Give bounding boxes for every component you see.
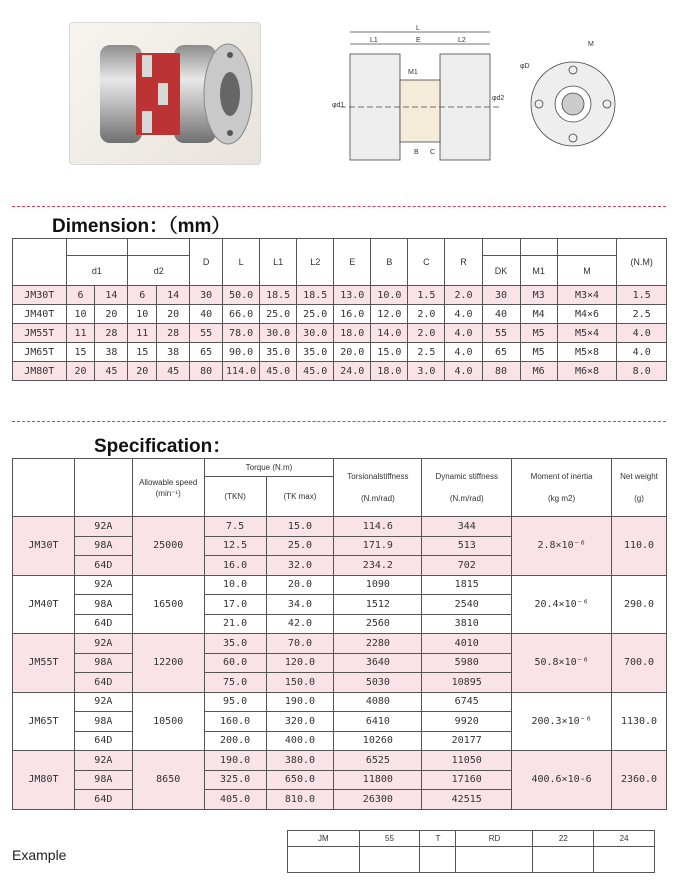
dimension-cell: 30.0 <box>260 324 297 343</box>
dim-label-C: C <box>430 149 436 156</box>
tkn-cell: 405.0 <box>204 790 266 810</box>
dimension-cell: 3.0 <box>408 362 445 381</box>
torsional-cell: 4080 <box>334 692 422 712</box>
hdr-B: B <box>371 239 408 286</box>
torsional-cell: 11800 <box>334 770 422 790</box>
hardness-cell: 98A <box>74 712 132 732</box>
hdr-L2: L2 <box>297 239 334 286</box>
dimension-cell: 80 <box>190 362 223 381</box>
dimension-cell: 15.0 <box>371 343 408 362</box>
hdr-torque: Torque (N.m) <box>204 459 334 477</box>
hdr-torsional: Torsionalstiffness (N.m/rad) <box>334 459 422 517</box>
dimension-cell: 45.0 <box>297 362 334 381</box>
tkmax-cell: 400.0 <box>266 731 334 751</box>
dimension-cell: 90.0 <box>223 343 260 362</box>
example-code-cell: JM <box>288 831 360 847</box>
hdr-inertia: Moment of inertia (kg m2) <box>512 459 612 517</box>
hdr-M1: M1 <box>520 256 557 286</box>
dimension-cell: 4.0 <box>445 324 482 343</box>
dynamic-cell: 4010 <box>422 634 512 654</box>
dynamic-cell: 9920 <box>422 712 512 732</box>
speed-cell: 10500 <box>132 692 204 751</box>
dimension-cell: 20 <box>95 305 128 324</box>
tkn-cell: 21.0 <box>204 614 266 634</box>
torsional-cell: 6525 <box>334 751 422 771</box>
spec-model-cell: JM55T <box>13 634 75 693</box>
divider-top <box>12 206 666 207</box>
spec-row <box>13 692 667 712</box>
speed-cell: 16500 <box>132 575 204 634</box>
inertia-cell: 50.8×10⁻⁶ <box>512 634 612 693</box>
dimension-cell: 2.5 <box>408 343 445 362</box>
hardness-cell: 92A <box>74 634 132 654</box>
dimension-cell: 20 <box>157 305 190 324</box>
weight-cell: 110.0 <box>612 517 667 576</box>
dynamic-cell: 5980 <box>422 653 512 673</box>
dynamic-cell: 702 <box>422 556 512 576</box>
hdr-speed: Allowable speed (min⁻¹) <box>132 459 204 517</box>
example-blank-cell <box>288 847 360 873</box>
dimension-cell: 45.0 <box>260 362 297 381</box>
dimension-cell: M6×8 <box>557 362 617 381</box>
hdr-D: D <box>190 239 223 286</box>
hardness-cell: 98A <box>74 770 132 790</box>
dimension-row <box>13 286 667 305</box>
tkmax-cell: 34.0 <box>266 595 334 615</box>
dimension-cell: 28 <box>95 324 128 343</box>
dimension-cell: 14.0 <box>371 324 408 343</box>
dynamic-cell: 20177 <box>422 731 512 751</box>
dimension-cell: 11 <box>128 324 157 343</box>
dimension-cell: M3×4 <box>557 286 617 305</box>
torsional-cell: 10260 <box>334 731 422 751</box>
hdr-DK: DK <box>482 256 520 286</box>
dim-label-L: L <box>416 25 420 32</box>
weight-cell: 700.0 <box>612 634 667 693</box>
dynamic-cell: 10895 <box>422 673 512 693</box>
coupling-image <box>70 23 261 165</box>
torsional-cell: 1090 <box>334 575 422 595</box>
hdr-L1: L1 <box>260 239 297 286</box>
tkn-cell: 160.0 <box>204 712 266 732</box>
dimension-cell: 20 <box>128 362 157 381</box>
hardness-cell: 92A <box>74 751 132 771</box>
dimension-cell: 2.0 <box>408 324 445 343</box>
tkn-cell: 10.0 <box>204 575 266 595</box>
dimension-cell: 55 <box>482 324 520 343</box>
dimension-cell: 8.0 <box>617 362 667 381</box>
hardness-cell: 64D <box>74 614 132 634</box>
dynamic-cell: 344 <box>422 517 512 537</box>
dimension-cell: 4.0 <box>617 324 667 343</box>
example-code-cell: 22 <box>533 831 594 847</box>
tkmax-cell: 810.0 <box>266 790 334 810</box>
hardness-cell: 64D <box>74 673 132 693</box>
dimension-cell: 55 <box>190 324 223 343</box>
model-cell: JM65T <box>13 343 67 362</box>
dimension-cell: 35.0 <box>297 343 334 362</box>
specification-title: Specification： <box>94 436 232 457</box>
spec-row <box>13 634 667 654</box>
tkn-cell: 7.5 <box>204 517 266 537</box>
spec-model-cell: JM80T <box>13 751 75 810</box>
weight-cell: 1130.0 <box>612 692 667 751</box>
dimension-cell: 15 <box>128 343 157 362</box>
model-cell: JM80T <box>13 362 67 381</box>
example-code-cell: RD <box>456 831 533 847</box>
tkmax-cell: 32.0 <box>266 556 334 576</box>
dimension-cell: 50.0 <box>223 286 260 305</box>
spec-row <box>13 751 667 771</box>
dimension-cell: 114.0 <box>223 362 260 381</box>
hdr-d2: d2 <box>128 256 190 286</box>
dimension-cell: 6 <box>128 286 157 305</box>
model-cell: JM55T <box>13 324 67 343</box>
dimension-cell: 4.0 <box>617 343 667 362</box>
product-photo <box>69 22 261 165</box>
dimension-row <box>13 305 667 324</box>
dimension-cell: 40 <box>190 305 223 324</box>
dynamic-cell: 42515 <box>422 790 512 810</box>
divider-middle <box>12 421 666 422</box>
weight-cell: 290.0 <box>612 575 667 634</box>
dynamic-cell: 2540 <box>422 595 512 615</box>
dimension-table <box>12 238 667 381</box>
hdr-tkn: (TKN) <box>204 477 266 517</box>
spec-row <box>13 517 667 537</box>
technical-drawing <box>330 22 630 172</box>
dim-label-L1: L1 <box>370 37 378 44</box>
torsional-cell: 114.6 <box>334 517 422 537</box>
dimension-cell: 18.5 <box>260 286 297 305</box>
speed-cell: 25000 <box>132 517 204 576</box>
torsional-cell: 1512 <box>334 595 422 615</box>
dim-label-M1: M1 <box>408 69 418 76</box>
example-label: Example <box>12 847 67 863</box>
example-blank-cell <box>359 847 420 873</box>
torsional-cell: 6410 <box>334 712 422 732</box>
example-table <box>287 830 655 873</box>
dimension-cell: 18.0 <box>371 362 408 381</box>
dimension-cell: 11 <box>66 324 95 343</box>
hardness-cell: 98A <box>74 653 132 673</box>
tkn-cell: 12.5 <box>204 536 266 556</box>
dimension-cell: M5×4 <box>557 324 617 343</box>
dimension-cell: 20.0 <box>334 343 371 362</box>
dimension-cell: 2.0 <box>408 305 445 324</box>
hardness-cell: 92A <box>74 575 132 595</box>
dynamic-cell: 1815 <box>422 575 512 595</box>
tkn-cell: 17.0 <box>204 595 266 615</box>
dim-label-M: M <box>588 41 594 48</box>
dimension-cell: 13.0 <box>334 286 371 305</box>
spec-row <box>13 575 667 595</box>
dimension-cell: 16.0 <box>334 305 371 324</box>
hdr-C: C <box>408 239 445 286</box>
tkmax-cell: 150.0 <box>266 673 334 693</box>
dimension-cell: 30 <box>482 286 520 305</box>
dimension-cell: 78.0 <box>223 324 260 343</box>
dimension-cell: 25.0 <box>297 305 334 324</box>
hdr-dynamic: Dynamic stiffness (N.m/rad) <box>422 459 512 517</box>
dimension-cell: 24.0 <box>334 362 371 381</box>
tkmax-cell: 42.0 <box>266 614 334 634</box>
hdr-d1: d1 <box>66 256 128 286</box>
dimension-cell: M5 <box>520 343 557 362</box>
tkmax-cell: 120.0 <box>266 653 334 673</box>
dimension-cell: 38 <box>157 343 190 362</box>
tkmax-cell: 70.0 <box>266 634 334 654</box>
hdr-L: L <box>223 239 260 286</box>
dimension-cell: 4.0 <box>445 343 482 362</box>
tkn-cell: 60.0 <box>204 653 266 673</box>
hdr-tkmax: (TK max) <box>266 477 334 517</box>
speed-cell: 12200 <box>132 634 204 693</box>
tkn-cell: 16.0 <box>204 556 266 576</box>
dimension-cell: 6 <box>66 286 95 305</box>
dim-label-d2: φd2 <box>492 95 505 102</box>
spec-model-cell: JM65T <box>13 692 75 751</box>
tkn-cell: 95.0 <box>204 692 266 712</box>
spec-model-cell: JM30T <box>13 517 75 576</box>
hdr-R: R <box>445 239 482 286</box>
tkmax-cell: 15.0 <box>266 517 334 537</box>
dimension-cell: 15 <box>66 343 95 362</box>
dimension-cell: 10 <box>66 305 95 324</box>
dimension-cell: 28 <box>157 324 190 343</box>
hdr-M: M <box>557 256 617 286</box>
dim-label-D: φD <box>520 63 530 70</box>
hardness-cell: 64D <box>74 556 132 576</box>
dimension-cell: 20 <box>66 362 95 381</box>
dimension-cell: 45 <box>157 362 190 381</box>
tkmax-cell: 650.0 <box>266 770 334 790</box>
tkmax-cell: 190.0 <box>266 692 334 712</box>
hardness-cell: 64D <box>74 731 132 751</box>
example-code-cell: 24 <box>594 831 655 847</box>
dimension-cell: 4.0 <box>445 305 482 324</box>
dimension-cell: M3 <box>520 286 557 305</box>
example-blank-cell <box>594 847 655 873</box>
tkmax-cell: 380.0 <box>266 751 334 771</box>
dynamic-cell: 6745 <box>422 692 512 712</box>
dimension-row <box>13 343 667 362</box>
dimension-cell: M4 <box>520 305 557 324</box>
dimension-cell: 45 <box>95 362 128 381</box>
inertia-cell: 20.4×10⁻⁶ <box>512 575 612 634</box>
hardness-cell: 92A <box>74 692 132 712</box>
torsional-cell: 26300 <box>334 790 422 810</box>
torsional-cell: 3640 <box>334 653 422 673</box>
dimension-cell: 14 <box>95 286 128 305</box>
dimension-cell: 65 <box>482 343 520 362</box>
dimension-cell: 40 <box>482 305 520 324</box>
dimension-cell: 10 <box>128 305 157 324</box>
dimension-cell: 1.5 <box>408 286 445 305</box>
inertia-cell: 200.3×10⁻⁶ <box>512 692 612 751</box>
specification-table <box>12 458 667 810</box>
dim-label-L2: L2 <box>458 37 466 44</box>
dimension-row <box>13 324 667 343</box>
dynamic-cell: 513 <box>422 536 512 556</box>
tkn-cell: 190.0 <box>204 751 266 771</box>
dimension-cell: 66.0 <box>223 305 260 324</box>
dim-label-E: E <box>416 37 421 44</box>
hardness-cell: 98A <box>74 595 132 615</box>
example-code-cell: 55 <box>359 831 420 847</box>
tkn-cell: 75.0 <box>204 673 266 693</box>
dimension-cell: 2.0 <box>445 286 482 305</box>
dimension-cell: 2.5 <box>617 305 667 324</box>
dimension-cell: 10.0 <box>371 286 408 305</box>
dimension-cell: M6 <box>520 362 557 381</box>
dimension-cell: 18.0 <box>334 324 371 343</box>
dimension-cell: M5 <box>520 324 557 343</box>
torsional-cell: 2280 <box>334 634 422 654</box>
model-cell: JM30T <box>13 286 67 305</box>
tkmax-cell: 25.0 <box>266 536 334 556</box>
torsional-cell: 234.2 <box>334 556 422 576</box>
hardness-cell: 92A <box>74 517 132 537</box>
model-cell: JM40T <box>13 305 67 324</box>
example-code-cell: T <box>420 831 456 847</box>
dimension-cell: M5×8 <box>557 343 617 362</box>
dimension-cell: 14 <box>157 286 190 305</box>
dimension-cell: 12.0 <box>371 305 408 324</box>
tkn-cell: 200.0 <box>204 731 266 751</box>
tkmax-cell: 320.0 <box>266 712 334 732</box>
dimension-row <box>13 362 667 381</box>
speed-cell: 8650 <box>132 751 204 810</box>
inertia-cell: 2.8×10⁻⁶ <box>512 517 612 576</box>
dimension-cell: 4.0 <box>445 362 482 381</box>
tkn-cell: 35.0 <box>204 634 266 654</box>
dimension-title: Dimension：（mm） <box>52 216 231 237</box>
torsional-cell: 2560 <box>334 614 422 634</box>
dimension-cell: 18.5 <box>297 286 334 305</box>
dynamic-cell: 3810 <box>422 614 512 634</box>
hardness-cell: 64D <box>74 790 132 810</box>
example-blank-cell <box>420 847 456 873</box>
dimension-cell: 38 <box>95 343 128 362</box>
hdr-nm: (N.M) <box>617 239 667 286</box>
dimension-cell: M4×6 <box>557 305 617 324</box>
dim-label-d1: φd1 <box>332 102 345 109</box>
hardness-cell: 98A <box>74 536 132 556</box>
dimension-cell: 80 <box>482 362 520 381</box>
dimension-cell: 35.0 <box>260 343 297 362</box>
hdr-weight: Net weight (g) <box>612 459 667 517</box>
dimension-cell: 1.5 <box>617 286 667 305</box>
example-blank-cell <box>533 847 594 873</box>
weight-cell: 2360.0 <box>612 751 667 810</box>
torsional-cell: 171.9 <box>334 536 422 556</box>
tkn-cell: 325.0 <box>204 770 266 790</box>
torsional-cell: 5030 <box>334 673 422 693</box>
dimension-cell: 30 <box>190 286 223 305</box>
dimension-cell: 65 <box>190 343 223 362</box>
dim-label-B: B <box>414 149 419 156</box>
dimension-cell: 30.0 <box>297 324 334 343</box>
example-blank-cell <box>456 847 533 873</box>
dynamic-cell: 17160 <box>422 770 512 790</box>
inertia-cell: 400.6×10-6 <box>512 751 612 810</box>
dynamic-cell: 11050 <box>422 751 512 771</box>
hdr-E: E <box>334 239 371 286</box>
tkmax-cell: 20.0 <box>266 575 334 595</box>
dimension-cell: 25.0 <box>260 305 297 324</box>
spec-model-cell: JM40T <box>13 575 75 634</box>
